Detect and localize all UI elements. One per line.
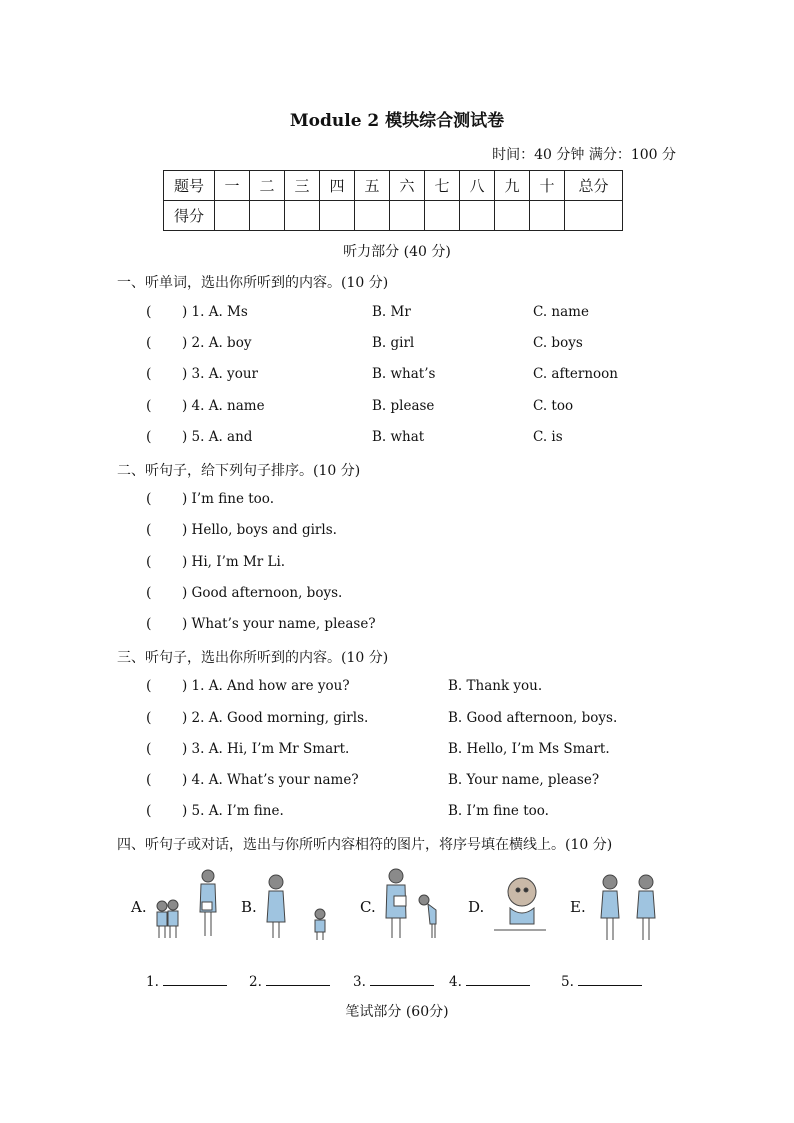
s3-item3-b: B. Hello, I’m Ms Smart. (448, 741, 610, 757)
s1-item5-b: B. what (372, 429, 425, 445)
answer-paren: ( (146, 429, 152, 445)
s3-item2-a: ) 2. A. Good morning, girls. (182, 710, 369, 726)
blank-4-line[interactable] (466, 971, 530, 986)
blank-4-label: 4. (449, 974, 462, 990)
s3-item1-b: B. Thank you. (448, 678, 543, 694)
blank-2-label: 2. (249, 974, 262, 990)
answer-paren: ( (146, 522, 152, 538)
score-header-cell: 六 (390, 171, 425, 201)
blank-3-label: 3. (353, 974, 366, 990)
score-header-cell: 题号 (164, 171, 215, 201)
blank-5-label: 5. (561, 974, 574, 990)
picture-b-label: B. (241, 898, 257, 916)
score-cell (425, 201, 460, 231)
answer-paren: ( (146, 772, 152, 788)
s2-item5: ) What’s your name, please? (182, 616, 376, 632)
blank-3-line[interactable] (370, 971, 434, 986)
s2-item1: ) I’m fine too. (182, 491, 274, 507)
score-header-cell: 八 (460, 171, 495, 201)
blank-4[interactable] (449, 971, 530, 990)
s2-item2: ) Hello, boys and girls. (182, 522, 337, 538)
s2-item4: ) Good afternoon, boys. (182, 585, 343, 601)
s1-item4-c: C. too (533, 398, 574, 414)
score-cell (390, 201, 425, 231)
s1-item5-a: ) 5. A. and (182, 429, 253, 445)
score-header-cell: 九 (495, 171, 530, 201)
score-cell (530, 201, 565, 231)
blank-1-label: 1. (146, 974, 159, 990)
picture-d-girl (488, 872, 548, 936)
s3-item4-b: B. Your name, please? (448, 772, 600, 788)
score-cell (320, 201, 355, 231)
blank-5[interactable] (561, 971, 642, 990)
s1-item4-a: ) 4. A. name (182, 398, 265, 414)
time-info: 时间：40 分钟 满分：100 分 (492, 147, 676, 163)
blank-2[interactable] (249, 971, 330, 990)
section1-heading: 一、听单词，选出你所听到的内容。(10 分) (117, 275, 389, 291)
s1-item1-a: ) 1. A. Ms (182, 304, 248, 320)
answer-paren: ( (146, 585, 152, 601)
score-header-cell: 一 (215, 171, 250, 201)
blank-5-line[interactable] (578, 971, 642, 986)
s3-item5-b: B. I’m fine too. (448, 803, 549, 819)
s1-item1-b: B. Mr (372, 304, 411, 320)
s3-item1-a: ) 1. A. And how are you? (182, 678, 350, 694)
answer-paren: ( (146, 678, 152, 694)
s1-item2-a: ) 2. A. boy (182, 335, 252, 351)
score-header-cell: 四 (320, 171, 355, 201)
s3-item5-a: ) 5. A. I’m fine. (182, 803, 284, 819)
score-cell (215, 201, 250, 231)
picture-a-kids-and-teacher (150, 866, 226, 944)
answer-paren: ( (146, 803, 152, 819)
section3-heading: 三、听句子，选出你所听到的内容。(10 分) (117, 650, 389, 666)
answer-paren: ( (146, 710, 152, 726)
s3-item3-a: ) 3. A. Hi, I’m Mr Smart. (182, 741, 350, 757)
score-header-cell: 总分 (565, 171, 623, 201)
picture-e-label: E. (570, 898, 586, 916)
s1-item3-b: B. what’s (372, 366, 436, 382)
answer-paren: ( (146, 741, 152, 757)
section4-heading: 四、听句子或对话，选出与你所听内容相符的图片，将序号填在横线上。(10 分) (117, 837, 613, 853)
picture-c-man-and-bowing-boy (378, 866, 448, 944)
s3-item2-b: B. Good afternoon, boys. (448, 710, 618, 726)
score-cell (565, 201, 623, 231)
picture-a-label: A. (131, 898, 147, 916)
s2-item3: ) Hi, I’m Mr Li. (182, 554, 286, 570)
score-header-cell: 五 (355, 171, 390, 201)
written-section-label: 笔试部分 (60分) (345, 1004, 449, 1020)
s1-item3-a: ) 3. A. your (182, 366, 258, 382)
picture-d-label: D. (468, 898, 485, 916)
score-table-header-row (164, 171, 623, 201)
answer-paren: ( (146, 554, 152, 570)
answer-paren: ( (146, 398, 152, 414)
picture-e-two-girls (594, 872, 664, 944)
blank-3[interactable] (353, 971, 434, 990)
answer-paren: ( (146, 491, 152, 507)
answer-paren: ( (146, 366, 152, 382)
answer-paren: ( (146, 335, 152, 351)
section2-heading: 二、听句子，给下列句子排序。(10 分) (117, 463, 361, 479)
s1-item4-b: B. please (372, 398, 435, 414)
s1-item2-b: B. girl (372, 335, 415, 351)
answer-paren: ( (146, 616, 152, 632)
answer-paren: ( (146, 304, 152, 320)
score-table (163, 170, 623, 231)
s3-item4-a: ) 4. A. What’s your name? (182, 772, 359, 788)
score-row-label: 得分 (164, 201, 215, 231)
picture-c-label: C. (360, 898, 376, 916)
blank-1-line[interactable] (163, 971, 227, 986)
blank-1[interactable] (146, 971, 227, 990)
score-cell (460, 201, 495, 231)
picture-b-woman-and-boy (260, 872, 332, 944)
score-header-cell: 七 (425, 171, 460, 201)
page-title: Module 2 模块综合测试卷 (289, 111, 505, 131)
blank-2-line[interactable] (266, 971, 330, 986)
s1-item1-c: C. name (533, 304, 589, 320)
s1-item3-c: C. afternoon (533, 366, 618, 382)
score-cell (355, 201, 390, 231)
score-header-cell: 十 (530, 171, 565, 201)
score-table-score-row (164, 201, 623, 231)
score-cell (285, 201, 320, 231)
score-header-cell: 二 (250, 171, 285, 201)
score-cell (250, 201, 285, 231)
score-cell (495, 201, 530, 231)
s1-item5-c: C. is (533, 429, 563, 445)
score-header-cell: 三 (285, 171, 320, 201)
s1-item2-c: C. boys (533, 335, 583, 351)
listening-section-label: 听力部分 (40 分) (343, 244, 451, 260)
